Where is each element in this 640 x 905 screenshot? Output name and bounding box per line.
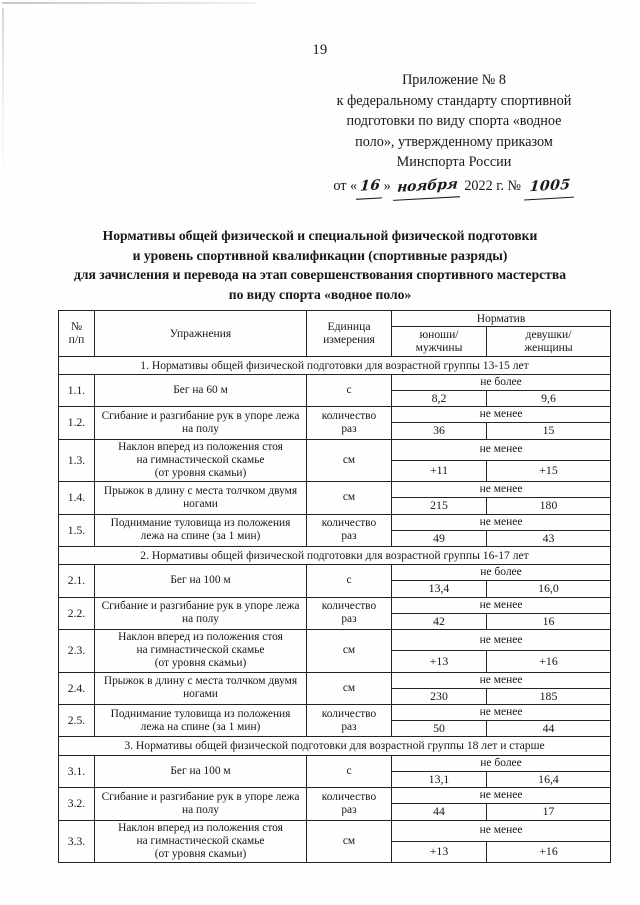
value-boys: 13,4 xyxy=(392,581,487,597)
limit-label: не менее xyxy=(392,482,611,498)
exercise-name-line: Наклон вперед из положения стоя xyxy=(118,440,283,453)
column-header-girls xyxy=(487,327,611,356)
value-girls: +16 xyxy=(487,651,611,672)
value-girls: 9,6 xyxy=(487,391,611,407)
section-caption: 1. Нормативы общей физической подготовки для возрастной группы 13-15 лет xyxy=(59,356,611,374)
table-row xyxy=(59,630,611,651)
section-caption: 3. Нормативы общей физической подготовки для возрастной группы 18 лет и старше xyxy=(59,737,611,755)
unit-of-measure-line: раз xyxy=(341,720,357,733)
exercise-name-line: Сгибание и разгибание рук в упоре лежа xyxy=(101,409,300,422)
table-row xyxy=(59,482,611,498)
row-number: 1.1. xyxy=(59,374,95,406)
exercise-name xyxy=(95,407,307,439)
exercise-name-line: ногами xyxy=(183,497,218,510)
unit-of-measure-line: количество xyxy=(321,790,377,803)
limit-label: не менее xyxy=(392,597,611,613)
exercise-name-line: Прыжок в длину с места толчком двумя xyxy=(103,484,298,497)
value-girls: 44 xyxy=(487,721,611,737)
unit-of-measure-line: см xyxy=(342,644,356,657)
unit-of-measure-line: количество xyxy=(321,409,377,422)
exercise-name-line: (от уровня скамьи) xyxy=(154,467,247,480)
column-header-number xyxy=(59,311,95,357)
exercise-name xyxy=(95,672,307,704)
value-girls: 180 xyxy=(487,498,611,514)
value-boys: 215 xyxy=(392,498,487,514)
column-header-boys-line-1: юноши/ xyxy=(419,328,459,342)
table-row xyxy=(59,788,611,804)
table-row xyxy=(59,672,611,688)
date-year-and-number: 2022 г. № xyxy=(464,177,522,194)
section-caption-row xyxy=(59,547,611,565)
unit-of-measure-line: количество xyxy=(321,600,377,613)
exercise-name-line: (от уровня скамьи) xyxy=(154,657,247,670)
unit-of-measure xyxy=(307,439,392,482)
exercise-name-line: на гимнастической скамье xyxy=(136,644,265,657)
date-prefix: от « xyxy=(333,177,358,194)
table-row xyxy=(59,407,611,423)
row-number: 1.5. xyxy=(59,514,95,546)
unit-of-measure-line: с xyxy=(346,383,352,396)
limit-label: не менее xyxy=(392,514,611,530)
handwritten-day: 16 xyxy=(356,175,384,199)
page-title-line-4: по виду спорта «водное поло» xyxy=(228,286,412,302)
order-date-line xyxy=(304,176,604,199)
exercise-name xyxy=(95,820,307,863)
table-body xyxy=(59,356,611,863)
exercise-name xyxy=(95,482,307,514)
exercise-name xyxy=(95,514,307,546)
limit-label: не менее xyxy=(392,705,611,721)
limit-label: не менее xyxy=(392,630,611,651)
table-row xyxy=(59,820,611,841)
exercise-name-line: лежа на спине (за 1 мин) xyxy=(140,530,261,543)
exercise-name-line: на полу xyxy=(181,613,220,626)
exercise-name xyxy=(95,755,307,787)
exercise-name xyxy=(95,439,307,482)
column-header-unit-line-1: Единица xyxy=(327,320,371,334)
page-title xyxy=(28,226,612,304)
section-caption: 2. Нормативы общей физической подготовки для возрастной группы 16-17 лет xyxy=(59,547,611,565)
exercise-name xyxy=(95,374,307,406)
table-header xyxy=(59,311,611,357)
column-header-unit-line-2: измерения xyxy=(323,333,375,347)
exercise-name-line: на гимнастической скамье xyxy=(136,453,265,466)
unit-of-measure-line: см xyxy=(342,453,356,466)
value-boys: 230 xyxy=(392,688,487,704)
unit-of-measure-line: см xyxy=(342,834,356,847)
limit-label: не менее xyxy=(392,672,611,688)
exercise-name xyxy=(95,597,307,629)
value-girls: 16 xyxy=(487,613,611,629)
scan-artifact-left xyxy=(2,8,4,198)
value-girls: 15 xyxy=(487,423,611,439)
row-number: 3.2. xyxy=(59,788,95,820)
column-header-number-line-1: № xyxy=(70,320,83,334)
page-title-line-1: Нормативы общей физической и специальной физической подготовки xyxy=(102,228,538,243)
limit-label: не менее xyxy=(392,820,611,841)
exercise-name xyxy=(95,788,307,820)
appendix-header-line-5: Минспорта России xyxy=(396,154,512,170)
row-number: 2.5. xyxy=(59,705,95,737)
row-number: 3.3. xyxy=(59,820,95,863)
scan-artifact-top xyxy=(2,2,257,4)
row-number: 1.3. xyxy=(59,439,95,482)
row-number: 2.4. xyxy=(59,672,95,704)
unit-of-measure-line: раз xyxy=(341,803,357,816)
unit-of-measure xyxy=(307,672,392,704)
exercise-name-line: на гимнастической скамье xyxy=(136,834,265,847)
appendix-header xyxy=(304,70,604,198)
exercise-name-line: Наклон вперед из положения стоя xyxy=(118,821,283,834)
value-boys: 13,1 xyxy=(392,771,487,787)
unit-of-measure-line: с xyxy=(346,574,352,587)
exercise-name-line: Прыжок в длину с места толчком двумя xyxy=(103,675,298,688)
table-row xyxy=(59,705,611,721)
unit-of-measure-line: количество xyxy=(321,517,377,530)
unit-of-measure xyxy=(307,705,392,737)
exercise-name-line: Поднимание туловища из положения xyxy=(110,707,291,720)
limit-label: не менее xyxy=(392,407,611,423)
unit-of-measure xyxy=(307,755,392,787)
table-row xyxy=(59,374,611,390)
row-number: 1.4. xyxy=(59,482,95,514)
appendix-header-line-3: подготовки по виду спорта «водное xyxy=(346,113,562,129)
column-header-girls-line-1: девушки/ xyxy=(525,328,572,342)
unit-of-measure xyxy=(307,482,392,514)
handwritten-order-number: 1005 xyxy=(524,174,576,199)
value-girls: 17 xyxy=(487,804,611,820)
row-number: 2.2. xyxy=(59,597,95,629)
unit-of-measure-line: раз xyxy=(341,613,357,626)
exercise-name-line: ногами xyxy=(183,688,218,701)
unit-of-measure-line: раз xyxy=(341,422,357,435)
column-header-norm: Норматив xyxy=(392,311,611,327)
appendix-header-line-1: Приложение № 8 xyxy=(402,72,506,88)
standards-table xyxy=(58,310,611,863)
column-header-exercise: Упражнения xyxy=(95,311,307,357)
table-row xyxy=(59,565,611,581)
appendix-header-line-2: к федеральному стандарту спортивной xyxy=(336,92,572,109)
page-title-line-2: и уровень спортивной квалификации (спортивные разряды) xyxy=(132,247,508,263)
table-row xyxy=(59,514,611,530)
table-row xyxy=(59,439,611,460)
limit-label: не более xyxy=(392,755,611,771)
exercise-name xyxy=(95,630,307,673)
unit-of-measure xyxy=(307,630,392,673)
column-header-girls-line-2: женщины xyxy=(524,341,573,355)
limit-label: не менее xyxy=(392,788,611,804)
value-boys: 50 xyxy=(392,721,487,737)
value-boys: +11 xyxy=(392,460,487,481)
unit-of-measure xyxy=(307,820,392,863)
limit-label: не менее xyxy=(392,439,611,460)
section-caption-row xyxy=(59,356,611,374)
unit-of-measure-line: см xyxy=(342,491,356,504)
exercise-name xyxy=(95,705,307,737)
limit-label: не более xyxy=(392,565,611,581)
limit-label: не более xyxy=(392,374,611,390)
exercise-name-line: Поднимание туловища из положения xyxy=(110,517,291,530)
appendix-header-line-4: поло», утвержденному приказом xyxy=(355,133,553,150)
exercise-name-line: Наклон вперед из положения стоя xyxy=(118,631,283,644)
unit-of-measure-line: см xyxy=(342,681,356,694)
exercise-name-line: на полу xyxy=(181,803,220,816)
value-girls: 16,0 xyxy=(487,581,611,597)
value-girls: 185 xyxy=(487,688,611,704)
unit-of-measure xyxy=(307,565,392,597)
value-boys: +13 xyxy=(392,651,487,672)
row-number: 1.2. xyxy=(59,407,95,439)
row-number: 2.1. xyxy=(59,565,95,597)
row-number: 3.1. xyxy=(59,755,95,787)
exercise-name-line: Сгибание и разгибание рук в упоре лежа xyxy=(101,790,300,803)
exercise-name xyxy=(95,565,307,597)
value-girls: +15 xyxy=(487,460,611,481)
exercise-name-line: лежа на спине (за 1 мин) xyxy=(140,720,261,733)
column-header-boys-line-2: мужчины xyxy=(415,341,463,355)
exercise-name-line: (от уровня скамьи) xyxy=(154,847,247,860)
value-boys: 44 xyxy=(392,804,487,820)
table-header-row-1 xyxy=(59,311,611,327)
unit-of-measure-line: количество xyxy=(321,707,377,720)
page-title-line-3: для зачисления и перевода на этап совершенствования спортивного мастерства xyxy=(73,267,566,283)
column-header-boys xyxy=(392,327,487,356)
exercise-name-line: на полу xyxy=(181,422,220,435)
value-boys: 8,2 xyxy=(392,391,487,407)
exercise-name-line: Бег на 100 м xyxy=(170,574,231,587)
value-boys: 49 xyxy=(392,530,487,546)
exercise-name-line: Бег на 60 м xyxy=(173,383,228,396)
unit-of-measure-line: с xyxy=(346,764,352,777)
unit-of-measure xyxy=(307,788,392,820)
table-row xyxy=(59,755,611,771)
value-girls: 16,4 xyxy=(487,771,611,787)
date-quote-close: » xyxy=(383,177,391,194)
value-boys: 42 xyxy=(392,613,487,629)
unit-of-measure xyxy=(307,597,392,629)
unit-of-measure-line: раз xyxy=(341,530,357,543)
column-header-unit xyxy=(307,311,392,357)
value-girls: 43 xyxy=(487,530,611,546)
exercise-name-line: Сгибание и разгибание рук в упоре лежа xyxy=(101,600,300,613)
value-boys: +13 xyxy=(392,841,487,862)
unit-of-measure xyxy=(307,407,392,439)
unit-of-measure xyxy=(307,374,392,406)
value-girls: +16 xyxy=(487,841,611,862)
unit-of-measure xyxy=(307,514,392,546)
column-header-number-line-2: п/п xyxy=(68,333,85,347)
table-row xyxy=(59,597,611,613)
exercise-name-line: Бег на 100 м xyxy=(170,764,231,777)
row-number: 2.3. xyxy=(59,630,95,673)
section-caption-row xyxy=(59,737,611,755)
handwritten-month: ноября xyxy=(393,174,461,200)
value-boys: 36 xyxy=(392,423,487,439)
page-number: 19 xyxy=(312,42,328,58)
